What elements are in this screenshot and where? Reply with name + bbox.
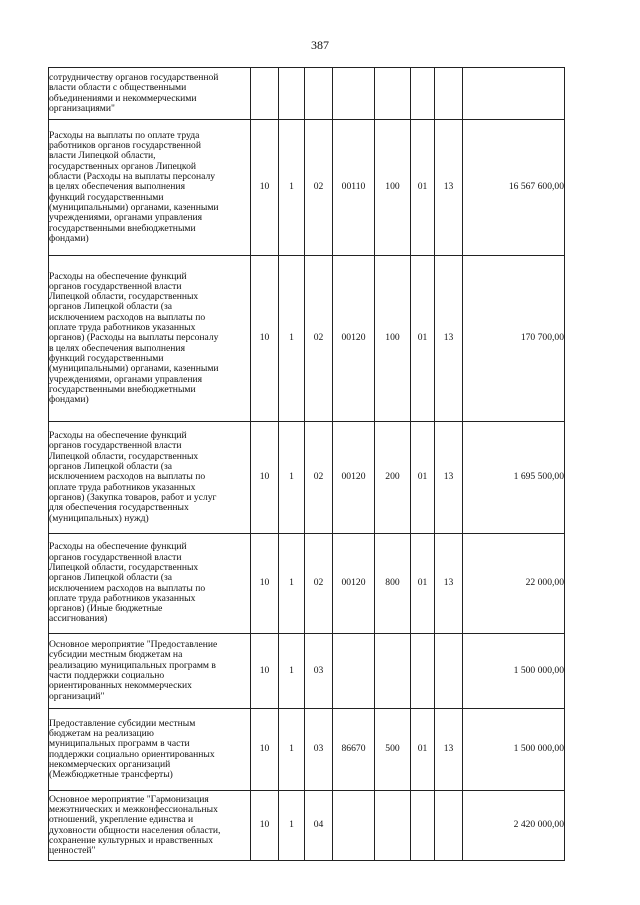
code-cell <box>279 68 305 120</box>
code-cell: 00110 <box>333 120 375 256</box>
description-line: бюджетам на реализацию <box>49 727 154 739</box>
row-description <box>49 120 251 256</box>
description-line: оплате труда работников указанных <box>49 481 196 493</box>
code-cell: 10 <box>251 422 279 534</box>
code-cell <box>411 791 435 861</box>
description-line: Расходы на обеспечение функций <box>49 541 187 553</box>
table-row <box>49 120 565 256</box>
amount-cell: 1 500 000,00 <box>463 634 565 709</box>
code-cell: 00120 <box>333 256 375 422</box>
description-line: функций государственными <box>49 191 164 203</box>
code-cell <box>375 68 411 120</box>
description-line: сотрудничеству органов государственной <box>49 71 219 83</box>
description-line: муниципальных программ в части <box>49 738 190 750</box>
code-cell: 500 <box>375 709 411 791</box>
code-cell: 10 <box>251 534 279 634</box>
description-line: учреждениями, органами управления <box>49 212 203 224</box>
description-line: реализацию муниципальных программ в <box>49 659 216 671</box>
code-cell: 02 <box>305 120 333 256</box>
code-cell: 1 <box>279 709 305 791</box>
code-cell <box>411 634 435 709</box>
code-cell: 01 <box>411 422 435 534</box>
description-line: в целях обеспечения выполнения <box>49 181 185 193</box>
table-row <box>49 709 565 791</box>
row-description <box>49 534 251 634</box>
code-cell: 10 <box>251 709 279 791</box>
description-line: исключением расходов на выплаты по <box>49 311 206 323</box>
description-line: ассигнования) <box>49 613 108 625</box>
description-line: оплате труда работников указанных <box>49 592 196 604</box>
budget-table-body <box>49 68 565 861</box>
description-line: области (Расходы на выплаты персоналу <box>49 171 216 183</box>
description-line: отношений, укрепление единства и <box>49 814 194 826</box>
amount-cell <box>463 68 565 120</box>
amount-cell: 1 695 500,00 <box>463 422 565 534</box>
row-description <box>49 68 251 120</box>
code-cell: 13 <box>435 709 463 791</box>
description-line: Основное мероприятие "Гармонизация <box>49 793 209 805</box>
code-cell <box>435 634 463 709</box>
code-cell: 03 <box>305 634 333 709</box>
description-line: государственными внебюджетными <box>49 222 196 234</box>
description-line: Липецкой области, государственных <box>49 450 199 462</box>
description-line: государственных органов Липецкой <box>49 160 197 172</box>
description-line: органов) (Иные бюджетные <box>49 603 163 615</box>
description-line: исключением расходов на выплаты по <box>49 471 206 483</box>
description-line: органов) (Закупка товаров, работ и услуг <box>49 491 217 503</box>
description-line: Расходы на выплаты по оплате труда <box>49 129 200 141</box>
amount-cell: 170 700,00 <box>463 256 565 422</box>
description-line: органов государственной власти <box>49 440 182 452</box>
description-line: части поддержки социально <box>49 670 165 681</box>
code-cell: 1 <box>279 534 305 634</box>
code-cell <box>305 68 333 120</box>
code-cell: 02 <box>305 422 333 534</box>
code-cell: 01 <box>411 120 435 256</box>
description-line: духовности общности населения области, <box>49 824 221 836</box>
description-line: фондами) <box>49 394 89 406</box>
code-cell: 13 <box>435 534 463 634</box>
code-cell <box>333 68 375 120</box>
description-line: учреждениями, органами управления <box>49 373 203 385</box>
code-cell: 100 <box>375 256 411 422</box>
description-line: Расходы на обеспечение функций <box>49 430 187 442</box>
description-line: ценностей" <box>49 845 96 857</box>
description-line: органов Липецкой области (за <box>49 461 173 473</box>
code-cell: 86670 <box>333 709 375 791</box>
table-row <box>49 791 565 861</box>
table-row <box>49 534 565 634</box>
description-line: организаций" <box>49 690 105 702</box>
code-cell: 13 <box>435 120 463 256</box>
description-line: сохранение культурных и нравственных <box>49 834 214 846</box>
description-line: Предоставление субсидии местным <box>49 717 196 729</box>
code-cell: 04 <box>305 791 333 861</box>
description-line: органов государственной власти <box>49 551 182 563</box>
description-line: функций государственными <box>49 352 164 364</box>
code-cell: 1 <box>279 256 305 422</box>
table-row <box>49 68 565 120</box>
table-row <box>49 634 565 709</box>
code-cell: 03 <box>305 709 333 791</box>
code-cell: 10 <box>251 120 279 256</box>
code-cell: 100 <box>375 120 411 256</box>
code-cell: 1 <box>279 120 305 256</box>
code-cell <box>375 791 411 861</box>
table-row <box>49 256 565 422</box>
description-line: субсидии местным бюджетам на <box>49 649 183 661</box>
code-cell: 1 <box>279 422 305 534</box>
description-line: Основное мероприятие "Предоставление <box>49 639 218 651</box>
description-line: органов Липецкой области (за <box>49 301 173 313</box>
code-cell: 00120 <box>333 534 375 634</box>
code-cell: 800 <box>375 534 411 634</box>
description-line: власти области с общественными <box>49 82 187 94</box>
description-line: органов) (Расходы на выплаты персоналу <box>49 332 219 344</box>
row-description <box>49 709 251 791</box>
code-cell: 02 <box>305 256 333 422</box>
row-description <box>49 256 251 422</box>
row-description <box>49 422 251 534</box>
code-cell <box>435 791 463 861</box>
code-cell: 10 <box>251 791 279 861</box>
description-line: Липецкой области, государственных <box>49 291 199 303</box>
description-line: исключением расходов на выплаты по <box>49 582 206 594</box>
description-line: Липецкой области, государственных <box>49 561 199 573</box>
amount-cell: 2 420 000,00 <box>463 791 565 861</box>
code-cell: 01 <box>411 709 435 791</box>
code-cell: 02 <box>305 534 333 634</box>
table-row <box>49 422 565 534</box>
description-line: Расходы на обеспечение функций <box>49 270 187 282</box>
description-line: в целях обеспечения выполнения <box>49 342 185 354</box>
code-cell <box>333 634 375 709</box>
description-line: поддержки социально ориентированных <box>49 748 215 760</box>
description-line: организациями" <box>49 102 115 114</box>
description-line: фондами) <box>49 232 89 244</box>
code-cell: 10 <box>251 634 279 709</box>
description-line: объединениями и некоммерческими <box>49 92 197 104</box>
code-cell <box>411 68 435 120</box>
code-cell: 1 <box>279 634 305 709</box>
code-cell <box>251 68 279 120</box>
description-line: органов Липецкой области (за <box>49 572 173 584</box>
amount-cell: 1 500 000,00 <box>463 709 565 791</box>
description-line: для обеспечения государственных <box>49 502 189 514</box>
amount-cell: 22 000,00 <box>463 534 565 634</box>
description-line: оплате труда работников указанных <box>49 322 196 334</box>
description-line: работников органов государственной <box>49 140 201 152</box>
code-cell: 01 <box>411 256 435 422</box>
description-line: межэтнических и межконфессиональных <box>49 803 218 815</box>
description-line: органов государственной власти <box>49 280 182 292</box>
page-number: 387 <box>311 38 329 52</box>
description-line: (муниципальных) нужд) <box>49 512 149 524</box>
code-cell: 200 <box>375 422 411 534</box>
description-line: власти Липецкой области, <box>49 150 156 162</box>
code-cell: 1 <box>279 791 305 861</box>
row-description <box>49 791 251 861</box>
row-description <box>49 634 251 709</box>
description-line: государственными внебюджетными <box>49 383 196 395</box>
description-line: (Межбюджетные трансферты) <box>49 769 173 781</box>
budget-table <box>48 67 565 861</box>
code-cell <box>435 68 463 120</box>
description-line: (муниципальными) органами, казенными <box>49 201 219 213</box>
code-cell: 00120 <box>333 422 375 534</box>
code-cell: 13 <box>435 256 463 422</box>
description-line: ориентированных некоммерческих <box>49 680 192 692</box>
code-cell <box>333 791 375 861</box>
code-cell: 13 <box>435 422 463 534</box>
description-line: некоммерческих организаций <box>49 758 171 770</box>
amount-cell: 16 567 600,00 <box>463 120 565 256</box>
code-cell: 01 <box>411 534 435 634</box>
code-cell <box>375 634 411 709</box>
code-cell: 10 <box>251 256 279 422</box>
description-line: (муниципальными) органами, казенными <box>49 363 219 375</box>
